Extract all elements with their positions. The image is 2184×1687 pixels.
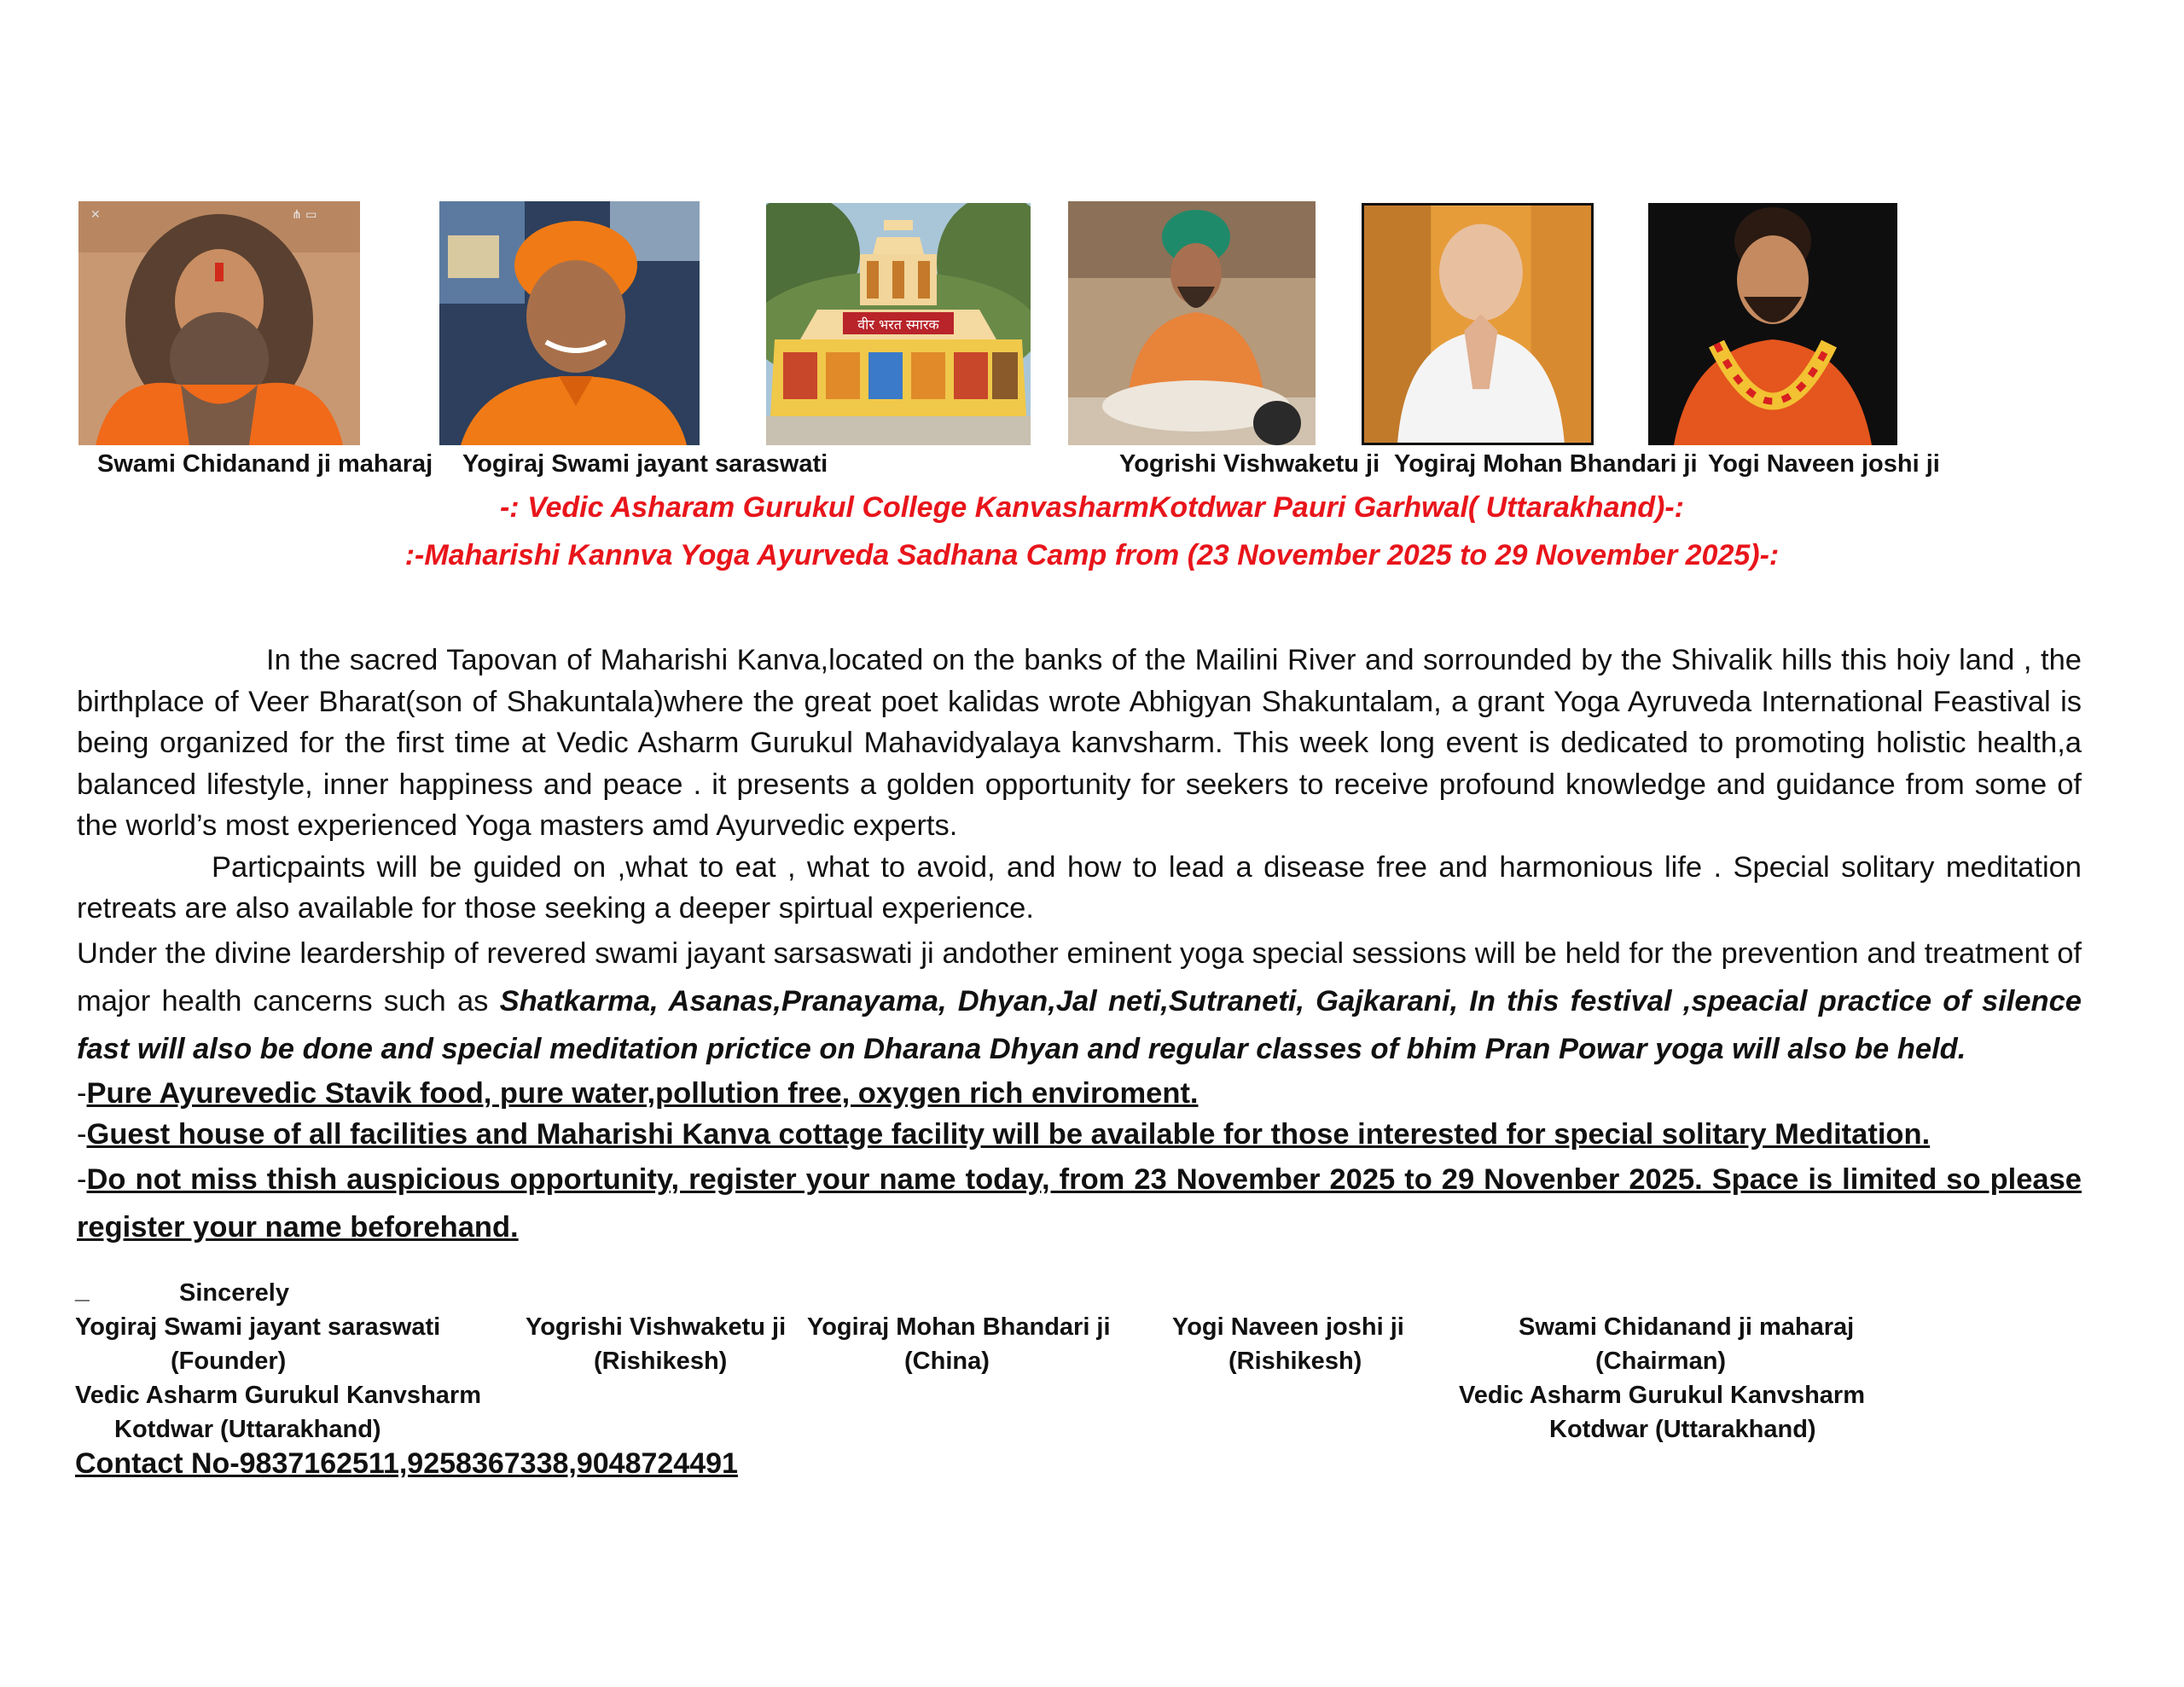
bullet-dash: - <box>77 1076 87 1110</box>
signoff-sincerely: Sincerely <box>179 1279 289 1307</box>
photo-naveen-joshi <box>1648 203 1897 445</box>
signer-role-naveen-joshi: (Rishikesh) <box>1228 1348 1362 1375</box>
practices-list: Shatkarma, Asanas,Pranayama, Dhyan,Jal neti,Sutraneti, Gajkarani, In this festival ,speacial practice of silence fast will also be done and special meditation prictice on Dharana Dhyan and regular classes of bhim Pran Powar yoga will also be held. <box>77 984 2082 1065</box>
caption-naveen-joshi: Yogi Naveen joshi ji <box>1708 450 1940 478</box>
bullet-guest-house-text: Guest house of all facilities and Maharishi Kanva cottage facility will be available for those interested for special solitary Meditation. <box>86 1118 1931 1151</box>
signer-role-mohan-bhandari: (China) <box>904 1348 990 1375</box>
sessions-text: Under the divine leardership of revered swami jayant sarsaswati ji andother eminent yoga special sessions will be held for the prevention and treatment of major health cancerns such as <box>77 936 2082 1017</box>
bullet-dash: - <box>77 1162 87 1196</box>
signoff-underscore: _ <box>75 1276 90 1304</box>
yogi-green-turban-seated-icon <box>1068 201 1316 445</box>
svg-text:⋔ ▭: ⋔ ▭ <box>292 208 317 222</box>
signer-role-founder: (Founder) <box>171 1348 287 1375</box>
guidance-paragraph: Particpaints will be guided on ,what to eat , what to avoid, and how to lead a disease free and harmonious life . Special solitary meditation retreats are also available for those seeking a deeper spirtual experience. <box>77 850 2082 925</box>
signer-place-chairman: Kotdwar (Uttarakhand) <box>1549 1416 1816 1443</box>
photo-swami-chidanand <box>78 201 360 445</box>
invitation-body <box>77 640 2082 1251</box>
signer-role-vishwaketu: (Rishikesh) <box>594 1348 728 1375</box>
signer-org-chairman: Vedic Asharm Gurukul Kanvsharm <box>1459 1382 1865 1409</box>
bullet-register-text: Do not miss thish auspicious opportunity, register your name today, from 23 November 2025 to 29 Novenber 2025. Space is limited so please register your name beforehand. <box>77 1162 2082 1244</box>
signer-place-founder: Kotdwar (Uttarakhand) <box>114 1416 381 1443</box>
signer-name-naveen-joshi: Yogi Naveen joshi ji <box>1172 1313 1404 1341</box>
bullet-dash: - <box>77 1118 87 1151</box>
heading-college: -: Vedic Asharam Gurukul College KanvasharmKotdwar Pauri Garhwal( Uttarakhand)-: <box>499 491 1684 524</box>
signer-role-chairman: (Chairman) <box>1595 1348 1727 1375</box>
bullet-register <box>77 1156 2082 1251</box>
intro-paragraph: In the sacred Tapovan of Maharishi Kanva,located on the banks of the Mailini River and sorrounded by the Shivalik hills this hoiy land , the birthplace of Veer Bharat(son of Shakuntala)where the great poet kalidas wrote Abhigyan Shakuntalam, a grant Yoga Ayruveda International Feastival is being organized for the first time at Vedic Asharm Gurukul Mahavidyalaya kanvsharm. This week long event is dedicated to promoting holistic health,a balanced lifestyle, inner happiness and peace . it presents a golden opportunity for seekers to receive profound knowledge and guidance from some of the world’s most experienced Yoga masters amd Ayurvedic experts. <box>77 644 2082 842</box>
svg-text:वीर भरत स्मारक: वीर भरत स्मारक <box>857 316 939 333</box>
heading-camp-dates: :-Maharishi Kannva Yoga Ayurveda Sadhana Camp from (23 November 2025 to 29 November 2025)-: <box>404 539 1780 571</box>
bullet-guest-house <box>77 1114 2082 1156</box>
signer-org-founder: Vedic Asharm Gurukul Kanvsharm <box>75 1382 481 1409</box>
caption-vishwaketu: Yogrishi Vishwaketu ji <box>1119 450 1380 478</box>
man-flower-garland-portrait-icon <box>1648 203 1897 445</box>
man-orange-turban-portrait-icon <box>439 201 700 445</box>
bullet-food-text: Pure Ayurevedic Stavik food, pure water,pollution free, oxygen rich enviroment. <box>86 1076 1199 1110</box>
signer-name-founder: Yogiraj Swami jayant saraswati <box>75 1313 441 1341</box>
bullet-food <box>77 1073 2082 1115</box>
photo-mohan-bhandari <box>1362 203 1594 445</box>
signer-name-mohan-bhandari: Yogiraj Mohan Bhandari ji <box>807 1313 1111 1341</box>
photo-veer-bharat-memorial <box>766 203 1031 445</box>
signer-name-vishwaketu: Yogrishi Vishwaketu ji <box>526 1313 787 1341</box>
photo-yogrishi-vishwaketu <box>1068 201 1316 445</box>
caption-mohan-bhandari: Yogiraj Mohan Bhandari ji <box>1394 450 1698 478</box>
veer-bharat-memorial-tower-icon <box>766 203 1031 445</box>
sessions-paragraph <box>77 930 2082 1073</box>
saint-portrait-long-hair-icon <box>78 201 360 445</box>
contact-numbers: Contact No-9837162511,9258367338,9048724491 <box>75 1447 738 1480</box>
monk-praying-hands-icon <box>1364 206 1591 443</box>
caption-swami-jayant: Yogiraj Swami jayant saraswati <box>462 450 828 478</box>
caption-swami-chidanand: Swami Chidanand ji maharaj <box>97 450 433 478</box>
photo-swami-jayant-saraswati <box>439 201 700 445</box>
svg-text:✕: ✕ <box>90 208 101 222</box>
signer-name-chairman: Swami Chidanand ji maharaj <box>1519 1313 1855 1341</box>
